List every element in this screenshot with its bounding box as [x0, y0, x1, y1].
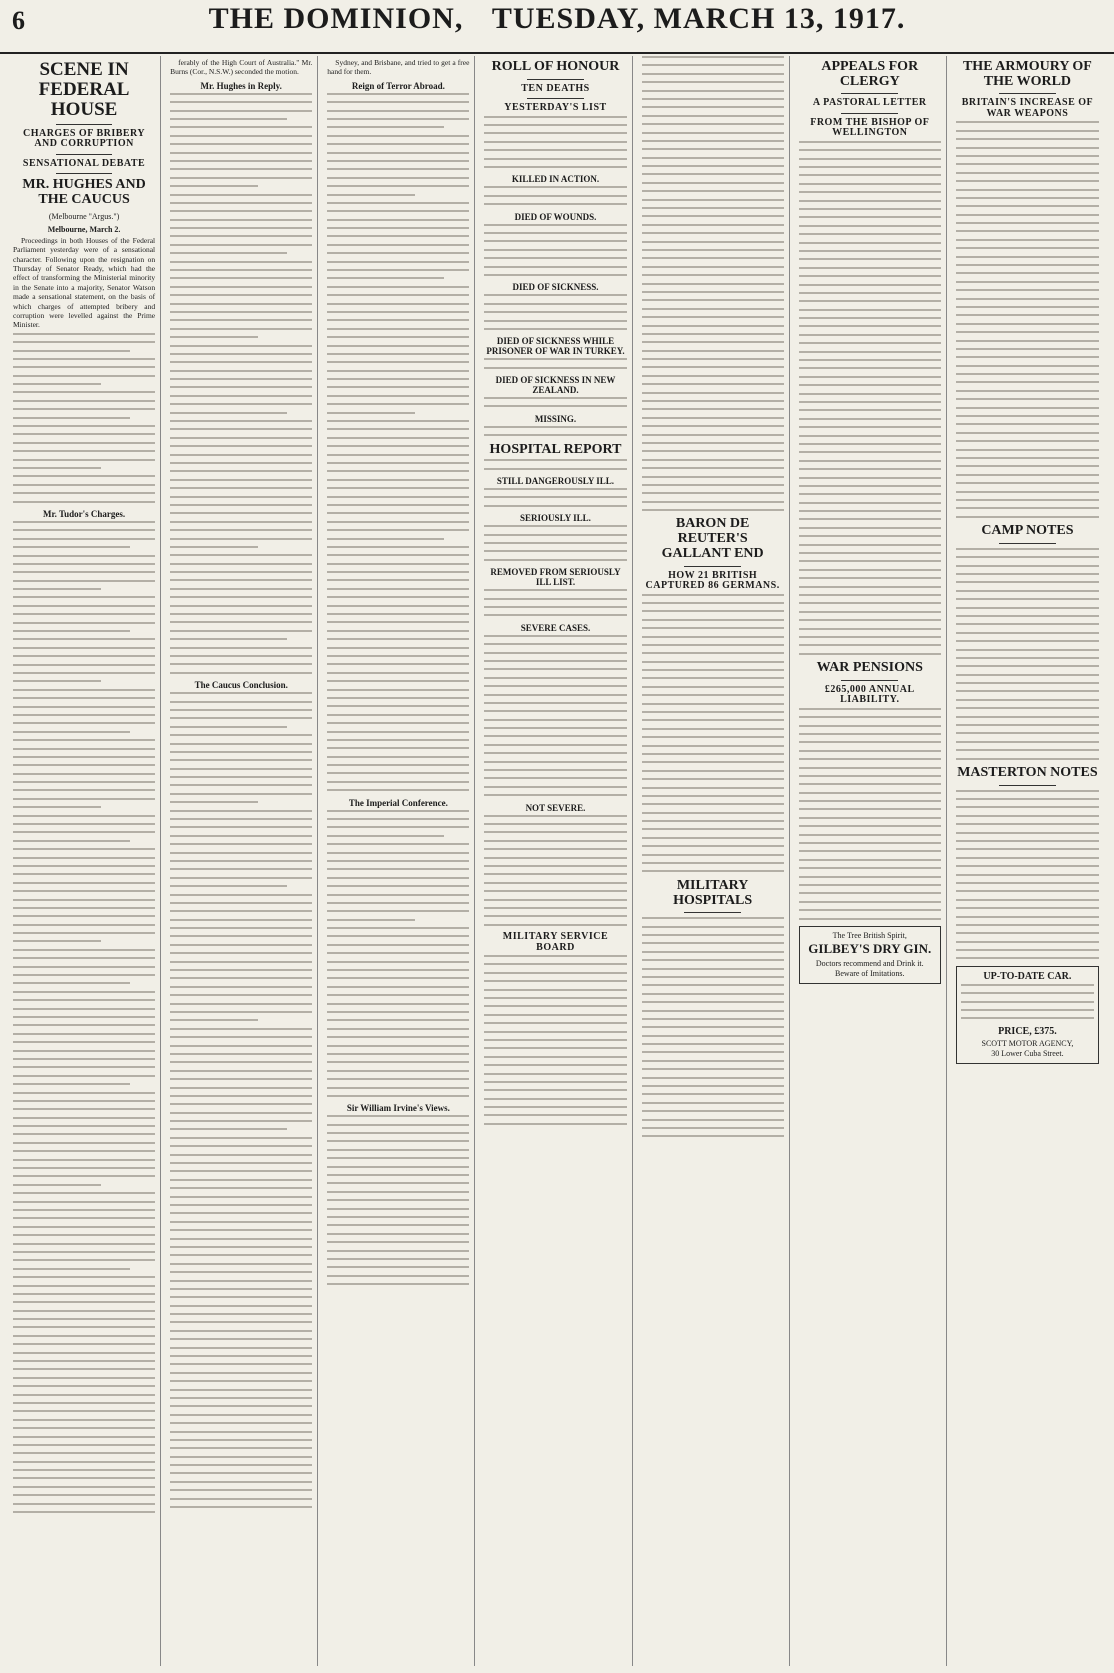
advertisement-motor-car — [956, 966, 1099, 1064]
column-5 — [639, 56, 790, 1666]
newspaper-name: THE DOMINION, — [208, 2, 464, 35]
page-number: 6 — [12, 6, 25, 35]
section-removed-seriously-ill: REMOVED FROM SERIOUSLY ILL LIST. — [490, 567, 621, 588]
headline-war-pensions: WAR PENSIONS — [816, 660, 923, 676]
deck-ten-deaths: TEN DEATHS — [521, 82, 590, 94]
column-7 — [953, 56, 1104, 1666]
headline-camp-notes: CAMP NOTES — [981, 523, 1074, 539]
source-line: (Melbourne "Argus.") — [48, 211, 120, 221]
article-body-1 — [13, 333, 155, 503]
ad-car-title: UP-TO-DATE CAR. — [983, 970, 1072, 982]
column-3 — [324, 56, 475, 1666]
deck-charges-bribery: CHARGES OF BRIBERY AND CORRUPTION — [22, 127, 146, 150]
masthead — [0, 0, 1114, 54]
section-sickness-nz: DIED OF SICKNESS IN NEW ZEALAND. — [495, 375, 616, 396]
deck-britain-war-weapons: BRITAIN'S INCREASE OF WAR WEAPONS — [961, 97, 1094, 119]
ad-car-price: PRICE, £375. — [998, 1025, 1057, 1037]
dateline: Melbourne, March 2. — [47, 224, 121, 234]
deck-british-captured-germans: HOW 21 BRITISH CAPTURED 86 GERMANS. — [645, 569, 780, 592]
ad-recommendation: Doctors recommend and Drink it. — [815, 958, 924, 968]
article-body-5 — [327, 93, 469, 791]
deck-sensational-debate: SENSATIONAL DEBATE — [22, 157, 146, 169]
advertisement-gilbeys-gin — [799, 926, 941, 984]
newspaper-title — [0, 2, 1114, 36]
article-body-6 — [327, 810, 469, 1097]
subhead-imperial-conference: The Imperial Conference. — [348, 797, 448, 808]
column-4 — [481, 56, 632, 1666]
section-seriously-ill: SERIOUSLY ILL. — [520, 513, 591, 524]
column-6 — [796, 56, 947, 1666]
headline-baron-de-reuter: BARON DE REUTER'S GALLANT END — [661, 516, 764, 561]
section-died-of-sickness: DIED OF SICKNESS. — [512, 282, 599, 293]
ad-agency-address: 30 Lower Cuba Street. — [991, 1048, 1064, 1058]
headline-hospital-report: HOSPITAL REPORT — [489, 441, 622, 457]
subhead-hughes-reply: Mr. Hughes in Reply. — [200, 80, 282, 91]
section-died-of-wounds: DIED OF WOUNDS. — [514, 211, 597, 222]
headline-military-service-board: MILITARY SERVICE BOARD — [502, 931, 609, 953]
section-severe-cases: SEVERE CASES. — [520, 622, 591, 633]
article-body-4 — [170, 692, 312, 1508]
deck-pastoral-letter: A PASTORAL LETTER — [812, 97, 927, 109]
subhead-reign-of-terror: Reign of Terror Abroad. — [351, 80, 445, 91]
column-2 — [167, 56, 318, 1666]
subhead-caucus-conclusion: The Caucus Conclusion. — [194, 680, 288, 691]
subhead-tudor-charges: Mr. Tudor's Charges. — [42, 508, 126, 519]
ad-tagline: The Tree British Spirit, — [832, 930, 907, 940]
continued-paragraph: ferably of the High Court of Australia." Mr. Burns (Cor., N.S.W.) seconded the motion. — [170, 58, 313, 77]
newspaper-date: TUESDAY, MARCH 13, 1917. — [491, 2, 906, 35]
section-missing: MISSING. — [534, 413, 577, 424]
subhead-irvine-views: Sir William Irvine's Views. — [346, 1103, 450, 1114]
continued-paragraph: Sydney, and Brisbane, and tried to get a free hand for them. — [327, 58, 470, 77]
section-not-severe: NOT SEVERE. — [525, 802, 586, 813]
deck-hughes-caucus: MR. HUGHES AND THE CAUCUS — [22, 177, 146, 207]
column-1 — [10, 56, 161, 1666]
headline-armoury-of-world: THE ARMOURY OF THE WORLD — [962, 59, 1092, 89]
headline-military-hospitals: MILITARY HOSPITALS — [673, 877, 753, 908]
newspaper-columns — [10, 56, 1104, 1666]
ad-agency-name: SCOTT MOTOR AGENCY, — [981, 1038, 1074, 1048]
section-prisoner-turkey: DIED OF SICKNESS WHILE PRISONER OF WAR IN TURKEY. — [486, 336, 625, 357]
section-killed-in-action: KILLED IN ACTION. — [511, 174, 600, 185]
article-body-3 — [170, 93, 312, 674]
article-body-2 — [13, 521, 155, 1513]
headline-scene-federal-house: SCENE IN FEDERAL HOUSE — [38, 59, 130, 120]
deck-annual-liability: £265,000 ANNUAL LIABILITY. — [824, 683, 915, 706]
headline-appeals-for-clergy: APPEALS FOR CLERGY — [821, 59, 919, 89]
casualty-list — [642, 56, 784, 511]
headline-roll-of-honour: ROLL OF HONOUR — [491, 59, 620, 74]
ad-product: GILBEY'S DRY GIN. — [808, 940, 932, 956]
section-dangerously-ill: STILL DANGEROUSLY ILL. — [496, 476, 615, 487]
ad-warning: Beware of Imitations. — [835, 968, 905, 978]
lead-paragraph: Proceedings in both Houses of the Federal Parliament yesterday were of a sensational character. Following upon the resignation on Thursday of Senator Ready, which had the effect of transforming the Ministerial minority in the Senate into a majority, Senator Watson made a sensational statement, on the basis of which charges of attempted bribery and corruption were levelled against the Prime Minister. — [13, 235, 156, 330]
deck-bishop-wellington: FROM THE BISHOP OF WELLINGTON — [810, 116, 930, 139]
deck-yesterdays-list: YESTERDAY'S LIST — [504, 102, 607, 114]
headline-masterton-notes: MASTERTON NOTES — [957, 764, 1098, 780]
article-body-7 — [327, 1115, 469, 1285]
